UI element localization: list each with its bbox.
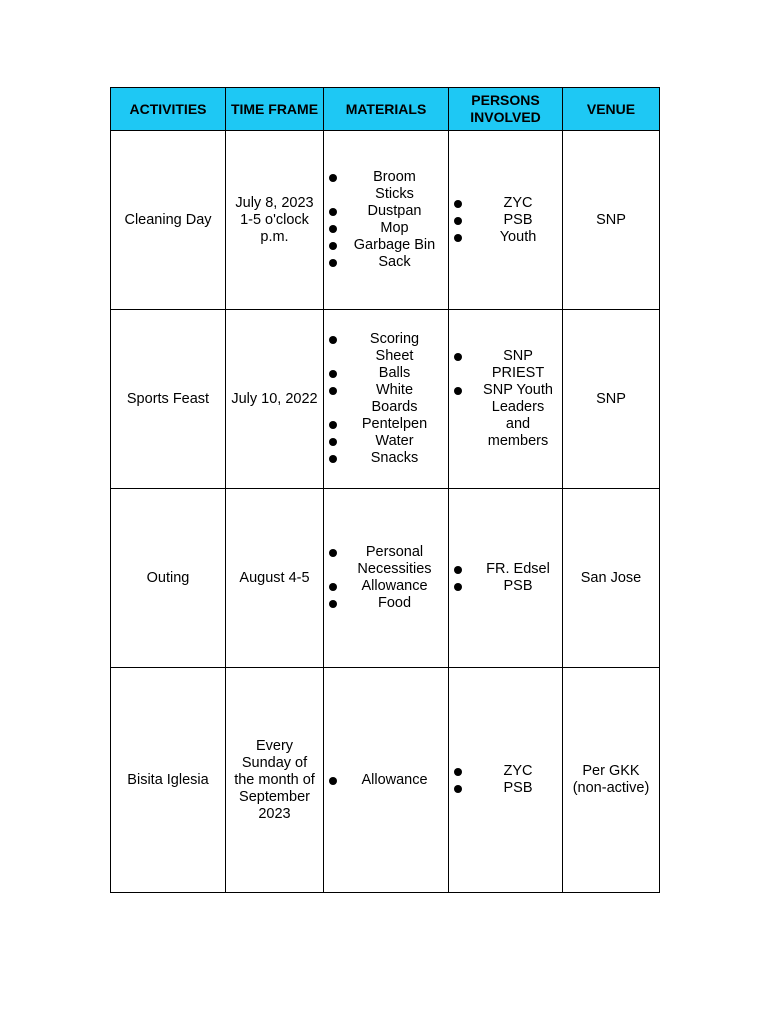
list-item: SNP PRIEST [453, 348, 558, 382]
persons-cell [449, 131, 563, 310]
time-frame-cell: Every Sunday of the month of September 2023 [226, 668, 324, 893]
activity-cell: Outing [111, 489, 226, 668]
venue-cell: Per GKK (non-active) [563, 668, 660, 893]
time-frame-cell: August 4-5 [226, 489, 324, 668]
list-item: White Boards [328, 382, 444, 416]
persons-cell [449, 310, 563, 489]
materials-list [328, 544, 444, 612]
time-frame-cell: July 8, 2023 1-5 o'clock p.m. [226, 131, 324, 310]
venue-cell: SNP [563, 131, 660, 310]
materials-list [328, 772, 444, 789]
header-persons-involved: PERSONS INVOLVED [449, 88, 563, 131]
header-time-frame: TIME FRAME [226, 88, 324, 131]
list-item: Pentelpen [328, 416, 444, 433]
list-item: Snacks [328, 450, 444, 467]
list-item: ZYC [453, 763, 558, 780]
materials-list [328, 169, 444, 271]
list-item: Broom Sticks [328, 169, 444, 203]
list-item: SNP Youth Leaders and members [453, 382, 558, 450]
list-item: Allowance [328, 578, 444, 595]
materials-cell [324, 489, 449, 668]
list-item: ZYC [453, 195, 558, 212]
header-activities: ACTIVITIES [111, 88, 226, 131]
list-item: Mop [328, 220, 444, 237]
list-item: PSB [453, 780, 558, 797]
list-item: Youth [453, 229, 558, 246]
list-item: Water [328, 433, 444, 450]
list-item: Balls [328, 365, 444, 382]
list-item: Personal Necessities [328, 544, 444, 578]
persons-list [453, 763, 558, 797]
persons-list [453, 561, 558, 595]
list-item: FR. Edsel [453, 561, 558, 578]
table-row [111, 310, 660, 489]
list-item: Allowance [328, 772, 444, 789]
materials-cell [324, 131, 449, 310]
persons-cell [449, 668, 563, 893]
list-item: Garbage Bin [328, 237, 444, 254]
activity-cell: Cleaning Day [111, 131, 226, 310]
activity-plan-table [110, 87, 660, 893]
header-venue: VENUE [563, 88, 660, 131]
list-item: PSB [453, 578, 558, 595]
list-item: PSB [453, 212, 558, 229]
header-materials: MATERIALS [324, 88, 449, 131]
materials-list [328, 331, 444, 467]
materials-cell [324, 310, 449, 489]
list-item: Dustpan [328, 203, 444, 220]
time-frame-cell: July 10, 2022 [226, 310, 324, 489]
list-item: Food [328, 595, 444, 612]
persons-list [453, 348, 558, 450]
activity-cell: Bisita Iglesia [111, 668, 226, 893]
venue-cell: SNP [563, 310, 660, 489]
materials-cell [324, 668, 449, 893]
table-row [111, 668, 660, 893]
table-row [111, 131, 660, 310]
header-row [111, 88, 660, 131]
table-row [111, 489, 660, 668]
activity-cell: Sports Feast [111, 310, 226, 489]
venue-cell: San Jose [563, 489, 660, 668]
persons-cell [449, 489, 563, 668]
persons-list [453, 195, 558, 246]
list-item: Scoring Sheet [328, 331, 444, 365]
list-item: Sack [328, 254, 444, 271]
